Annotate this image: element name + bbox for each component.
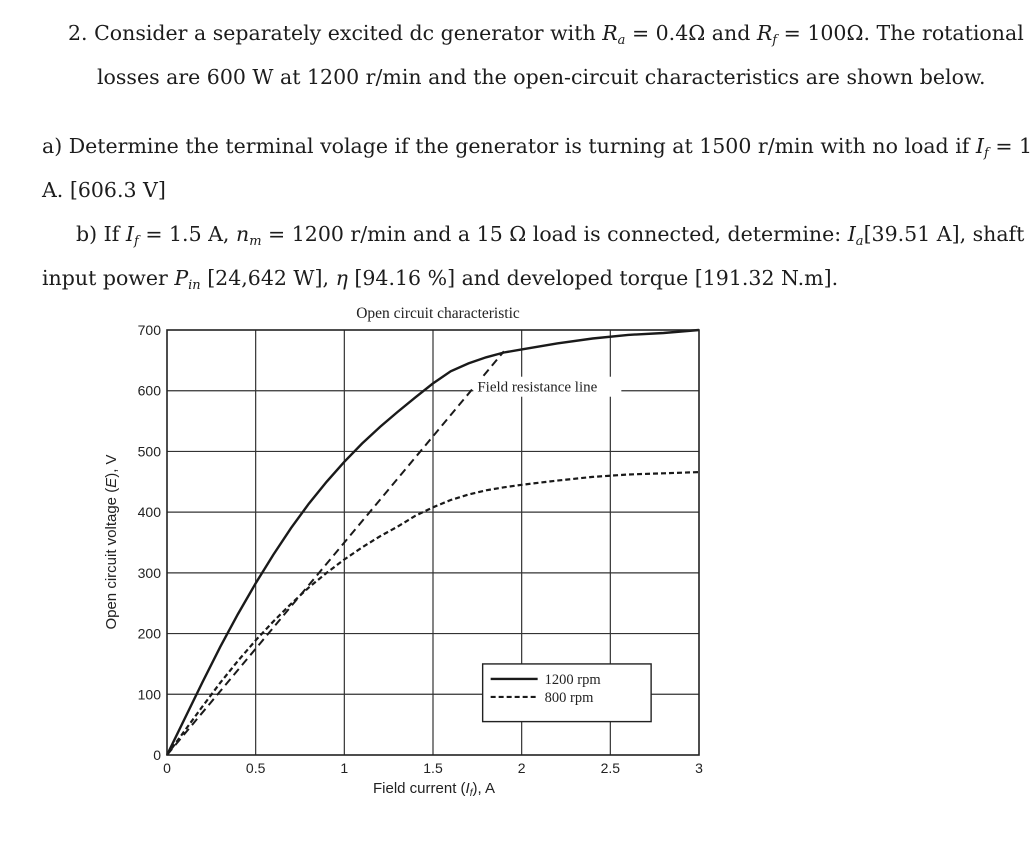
- ia-symbol: I: [847, 222, 856, 246]
- pin-symbol: P: [174, 266, 189, 290]
- rf-value: = 100Ω.: [783, 21, 870, 45]
- eta-and-torque-answer: [94.16 %] and developed torque [191.32 N.m].: [354, 266, 839, 290]
- eta-symbol: η: [335, 266, 348, 290]
- y-tick-label: 200: [137, 625, 161, 642]
- if-symbol: I: [125, 222, 134, 246]
- y-tick-label: 500: [137, 443, 161, 460]
- x-tick-label: 2: [517, 760, 526, 776]
- y-tick-label: 0: [153, 747, 161, 763]
- nm-subscript: m: [249, 234, 262, 249]
- x-axis-label: Field current $(I_f)$, A: [373, 780, 495, 799]
- x-tick-label: 1.5: [423, 760, 443, 776]
- y-tick-label: 100: [137, 686, 161, 703]
- rf-symbol: R: [756, 21, 773, 45]
- pin-subscript: in: [188, 278, 201, 293]
- pin-answer: [24,642 W],: [207, 266, 330, 290]
- part-a-line-2: A. [606.3 V]: [42, 178, 166, 202]
- chart-title: Open circuit characteristic: [356, 305, 520, 322]
- if-subscript: f: [984, 146, 989, 161]
- y-axis-label: Open circuit voltage (E), V: [103, 454, 120, 630]
- x-tick-label: 0.5: [245, 760, 266, 776]
- if-subscript: f: [133, 234, 139, 249]
- and-word: and: [711, 21, 751, 45]
- problem-intro-end: The rotational: [876, 21, 1024, 45]
- y-tick-label: 300: [137, 564, 161, 581]
- field-resistance-annotation: Field resistance line: [477, 379, 598, 396]
- if-symbol: I: [975, 134, 984, 158]
- ra-value: = 0.4Ω: [631, 21, 706, 45]
- part-a-text: a) Determine the terminal volage if the generator is turning at 1500 r/min with no load if: [42, 134, 970, 158]
- ra-subscript: a: [617, 33, 626, 48]
- ia-subscript: a: [855, 234, 864, 249]
- ra-symbol: R: [602, 21, 618, 45]
- rf-subscript: f: [772, 33, 778, 48]
- problem-intro: Consider a separately excited dc generator with: [94, 21, 596, 45]
- problem-number: 2.: [68, 21, 88, 45]
- if-value: = 1: [995, 134, 1032, 158]
- x-tick-label: 3: [695, 760, 703, 776]
- problem-line-2: losses are 600 W at 1200 r/min and the open-circuit characteristics are shown below.: [97, 65, 986, 89]
- x-tick-label: 1: [340, 760, 349, 776]
- legend-label: 800 rpm: [544, 689, 594, 706]
- x-tick-label: 2.5: [600, 760, 621, 776]
- y-tick-label: 700: [137, 322, 161, 338]
- input-power-label: input power: [42, 266, 168, 290]
- x-tick-label: 0: [163, 760, 171, 776]
- legend-label: 1200 rpm: [544, 671, 601, 688]
- ia-answer: [39.51 A], shaft: [863, 222, 1025, 246]
- y-tick-label: 600: [137, 382, 161, 399]
- nm-symbol: n: [235, 222, 250, 246]
- y-tick-label: 400: [137, 504, 161, 521]
- part-b-text: = 1200 r/min and a 15 Ω load is connected, determine:: [268, 222, 842, 246]
- if-value: = 1.5 A,: [145, 222, 230, 246]
- part-b-prefix: b) If: [76, 222, 120, 246]
